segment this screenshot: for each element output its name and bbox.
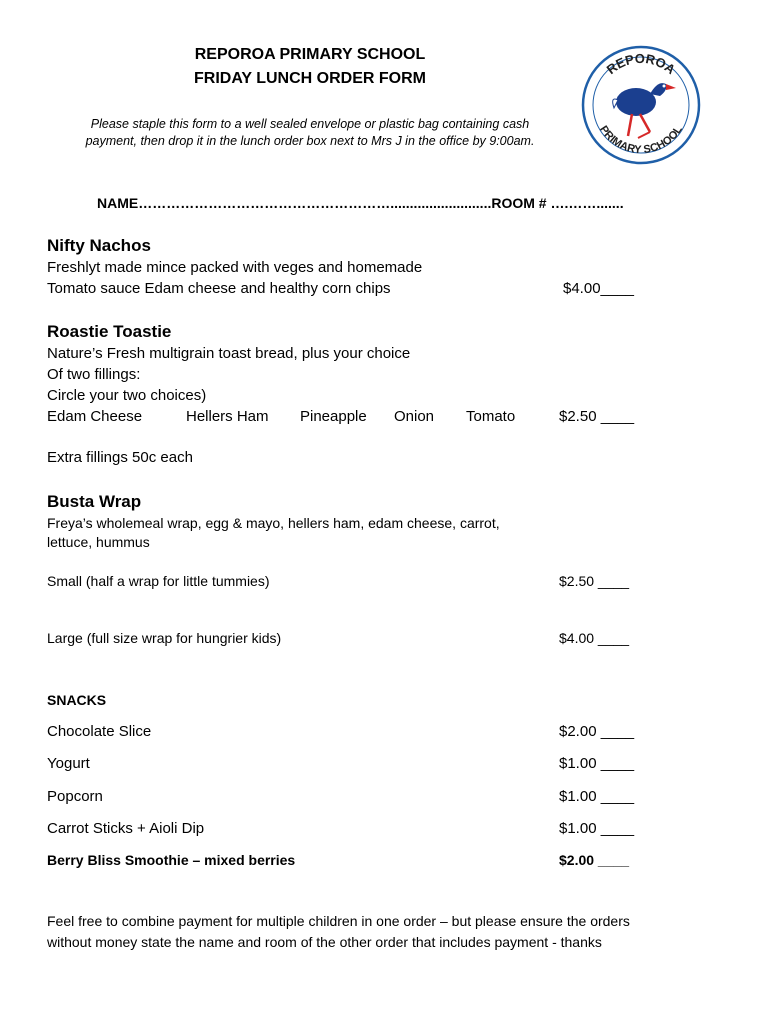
filling-option[interactable]: Hellers Ham xyxy=(186,408,269,425)
snack-item-label: Popcorn xyxy=(47,788,103,805)
filling-option[interactable]: Pineapple xyxy=(300,408,367,425)
toastie-desc-2: Of two fillings: xyxy=(47,366,141,383)
school-logo xyxy=(580,44,702,166)
pukeko-bird-logo-icon xyxy=(580,44,702,166)
wrap-large-price[interactable]: $4.00 ____ xyxy=(559,630,630,646)
logo-top-text: REPOROA xyxy=(603,50,679,78)
filling-option[interactable]: Edam Cheese xyxy=(47,408,143,425)
wrap-large-label: Large (full size wrap for hungrier kids) xyxy=(47,630,282,646)
snacks-heading: SNACKS xyxy=(47,692,107,708)
snack-item-price[interactable]: $1.00 ____ xyxy=(559,788,635,805)
snack-item-label: Carrot Sticks + Aioli Dip xyxy=(47,820,205,837)
filling-option[interactable]: Tomato xyxy=(466,408,516,425)
snack-item-label: Chocolate Slice xyxy=(47,723,152,740)
toastie-extra: Extra fillings 50c each xyxy=(47,449,193,466)
footer-note-2: without money state the name and room of the other order that includes payment - thanks xyxy=(47,934,602,950)
wrap-small-price[interactable]: $2.50 ____ xyxy=(559,573,630,589)
school-name: REPOROA PRIMARY SCHOOL xyxy=(194,46,426,63)
toastie-desc-3: Circle your two choices) xyxy=(47,387,207,404)
wrap-desc-1: Freya’s wholemeal wrap, egg & mayo, hellers ham, edam cheese, carrot, xyxy=(47,515,500,531)
snack-item-label: Berry Bliss Smoothie – mixed berries xyxy=(47,852,296,868)
nachos-desc-2: Tomato sauce Edam cheese and healthy corn chips xyxy=(47,280,391,297)
filling-option[interactable]: Onion xyxy=(394,408,435,425)
toastie-price[interactable]: $2.50 ____ xyxy=(559,408,635,425)
nachos-price[interactable]: $4.00____ xyxy=(563,280,634,297)
footer-note-1: Feel free to combine payment for multiple children in one order – but please ensure the orders xyxy=(47,913,630,929)
intro-line-2: payment, then drop it in the lunch order box next to Mrs J in the office by 9:00am. xyxy=(85,134,535,148)
nachos-heading: Nifty Nachos xyxy=(47,236,151,255)
nachos-desc-1: Freshlyt made mince packed with veges and homemade xyxy=(47,259,423,276)
logo-bottom-text: PRIMARY SCHOOL xyxy=(597,123,685,157)
wrap-desc-2: lettuce, hummus xyxy=(47,534,150,550)
snack-item-price[interactable]: $2.00 ____ xyxy=(559,723,635,740)
form-title: FRIDAY LUNCH ORDER FORM xyxy=(193,70,426,87)
intro-line-1: Please staple this form to a well sealed envelope or plastic bag containing cash xyxy=(90,117,530,131)
toastie-heading: Roastie Toastie xyxy=(47,322,172,341)
snack-item-price[interactable]: $1.00 ____ xyxy=(559,755,635,772)
wrap-small-label: Small (half a wrap for little tummies) xyxy=(47,573,270,589)
snack-item-price[interactable]: $1.00 ____ xyxy=(559,820,635,837)
wrap-heading: Busta Wrap xyxy=(47,492,142,511)
snack-item-label: Yogurt xyxy=(47,755,90,772)
snack-item-price[interactable]: $2.00 ____ xyxy=(559,852,630,868)
toastie-desc-1: Nature’s Fresh multigrain toast bread, plus your choice xyxy=(47,345,411,362)
name-room-field[interactable]: NAME………………………………………………..........................ROOM # ….……....... xyxy=(97,195,624,211)
